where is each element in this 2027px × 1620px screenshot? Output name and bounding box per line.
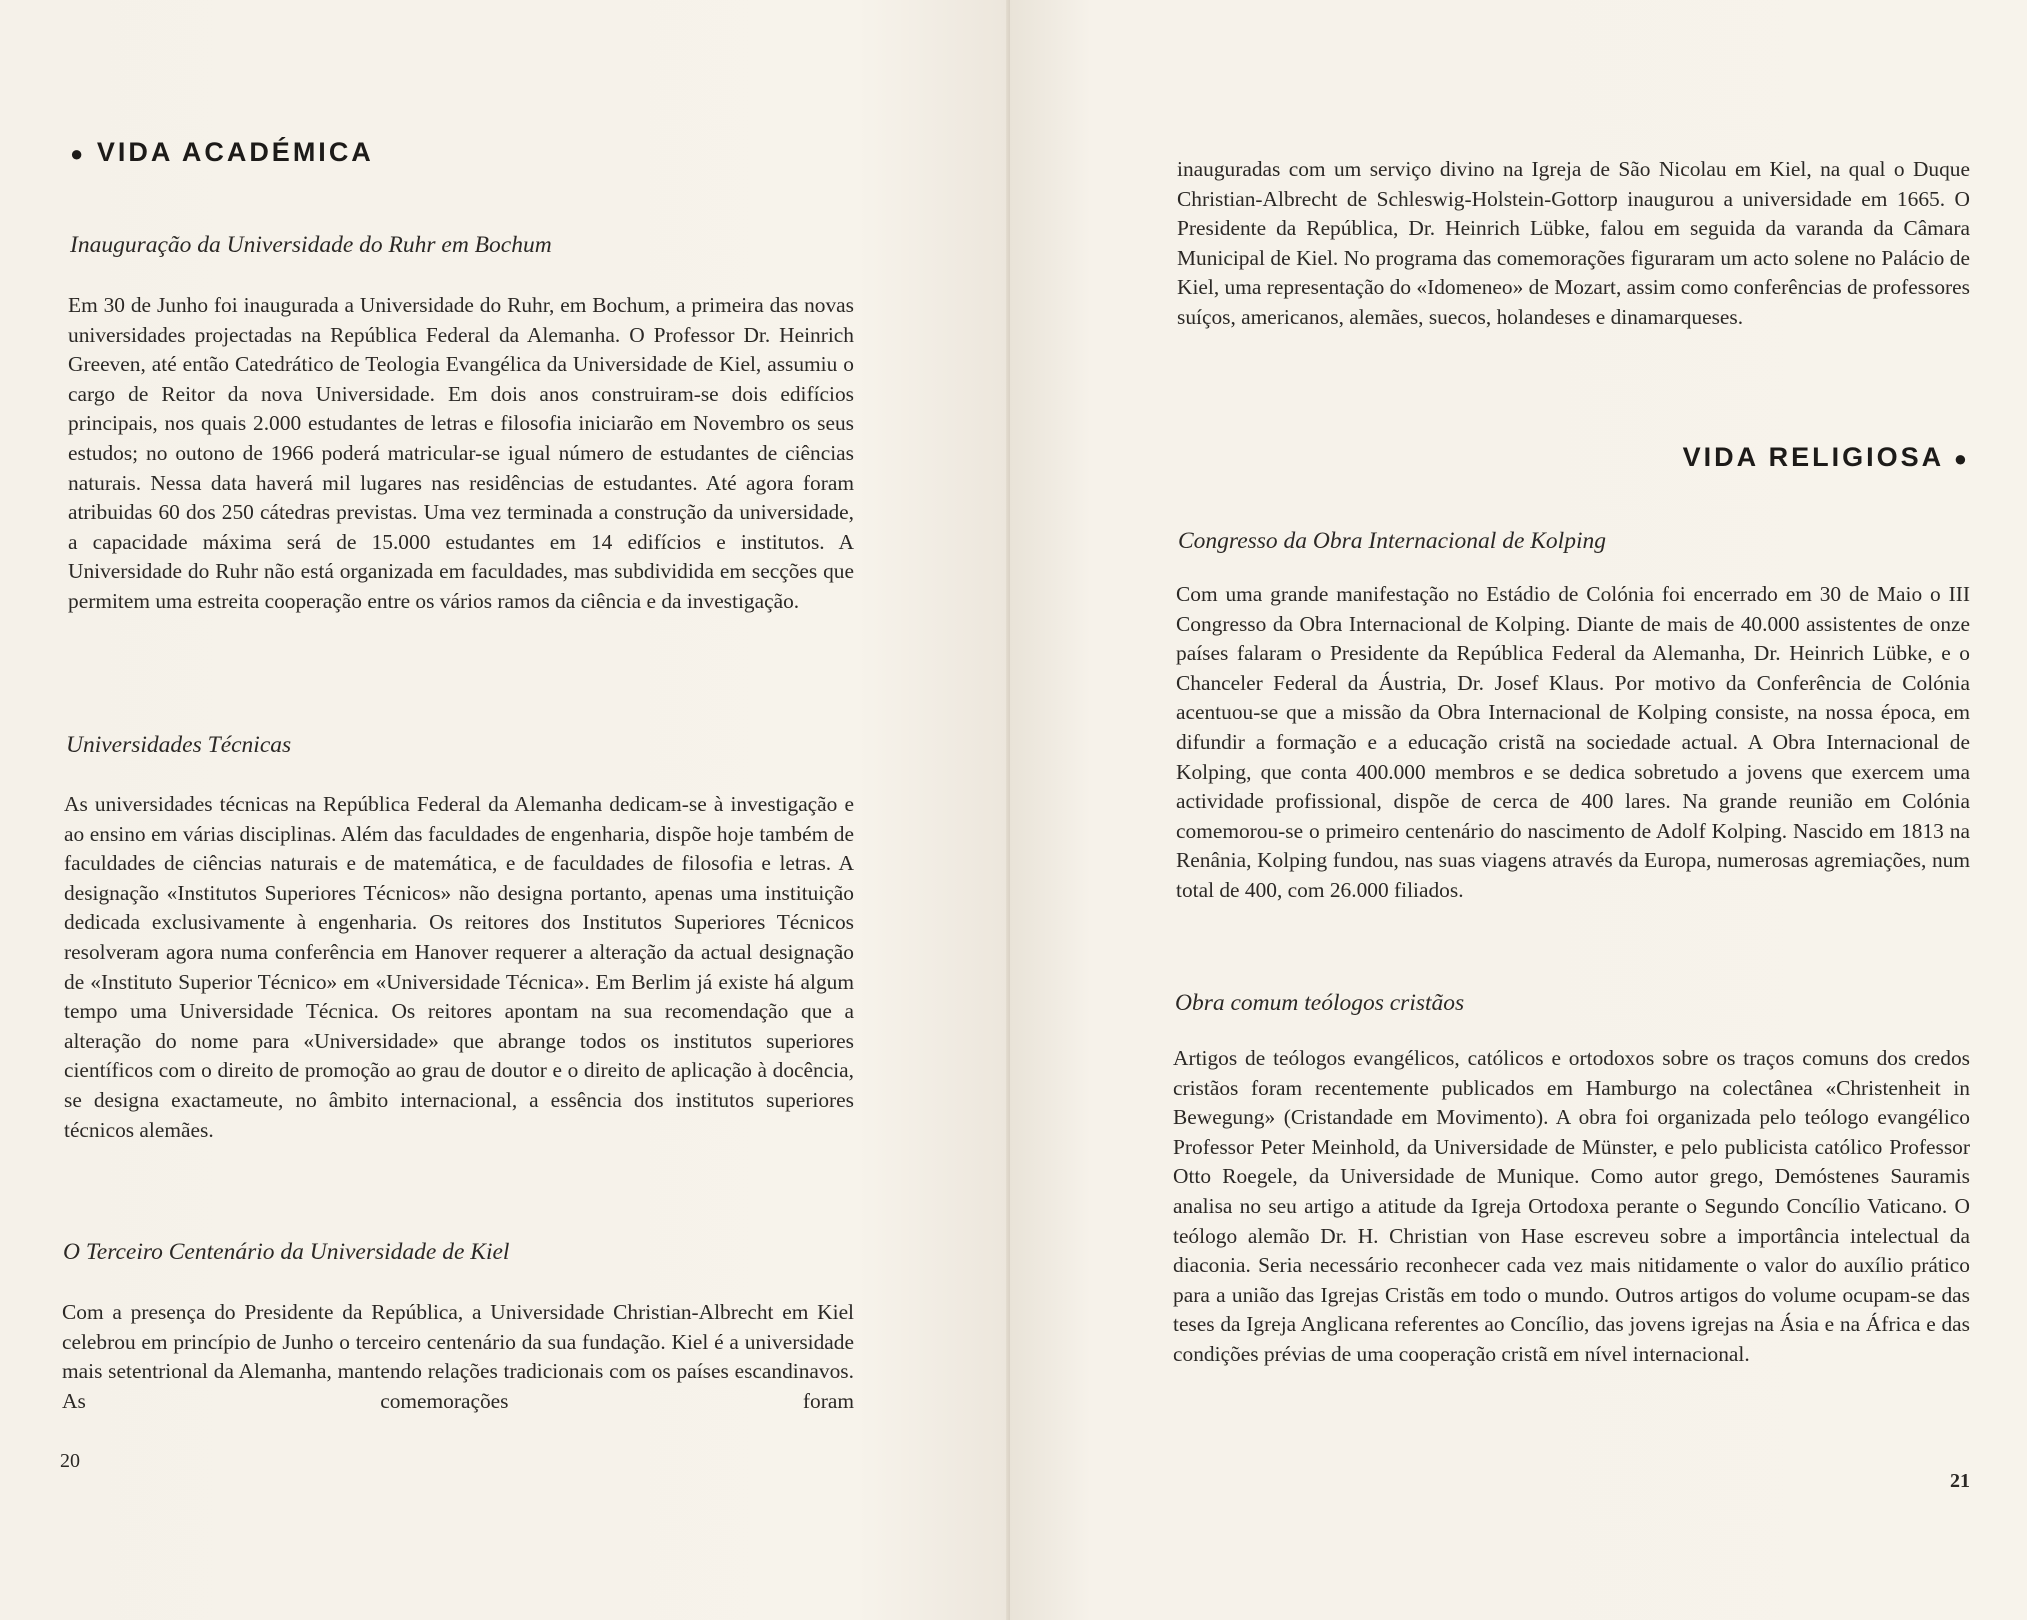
section-title-vida-academica bbox=[70, 137, 374, 168]
section-title-text: VIDA RELIGIOSA bbox=[1682, 442, 1944, 472]
section-title-vida-religiosa bbox=[1683, 442, 1970, 473]
section-bullet: ● bbox=[70, 141, 87, 166]
article-body-kolping: Com uma grande manifestação no Estádio de Colónia foi encerrado em 30 de Maio o III Congresso da Obra Internacional de Kolping. Diante de mais de 40.000 assistentes de onze países falaram o Presidente da República Federal da Alemanha, Dr. Heinrich Lübke, e o Chanceler Federal da Áustria, Dr. Josef Klaus. Por motivo da Conferência de Colónia acentuou-se que a missão da Obra Internacional de Kolping consiste, na nossa época, em difundir a formação e a educação cristã na sociedade actual. A Obra Internacional de Kolping, que conta 400.000 membros e se dedica sobretudo a jovens que exercem uma actividade profissional, dispõe de cerca de 400 lares. Na grande reunião em Colónia comemorou-se o primeiro centenário do nascimento de Adolf Kolping. Nascido em 1813 na Renânia, Kolping fundou, nas suas viagens através da Europa, numerosas agremiações, num total de 400, com 26.000 filiados. bbox=[1176, 582, 1970, 902]
article-body-universidades-tecnicas: As universidades técnicas na República Federal da Alemanha dedicam-se à investigação e ao ensino em várias disciplinas. Além das faculdades de engenharia, dispõe hoje também de faculdades de ciências naturais e de matemática, e de faculdades de filosofia e letras. A designação «Institutos Superiores Técnicos» não designa portanto, apenas uma instituição dedicada exclusivamente à engenharia. Os reitores dos Institutos Superiores Técnicos resolveram agora numa conferência em Hanover requerer a alteração da actual designação de «Instituto Superior Técnico» em «Universidade Técnica». Em Berlim já existe há algum tempo uma Universidade Técnica. Os reitores apontam na sua recomendação que a alteração do nome para «Universidade» que abrange todos os institutos superiores científicos com o direito de promoção ao grau de doutor e o direito de aplicação à docência, se designa exactameute, no âmbito internacional, a essência dos institutos superiores técnicos alemães. bbox=[64, 792, 854, 1142]
section-title-text: VIDA ACADÉMICA bbox=[96, 137, 374, 167]
section-bullet: ● bbox=[1953, 446, 1970, 471]
page-number-left: 20 bbox=[60, 1450, 80, 1472]
article-heading-teologos: Obra comum teólogos cristãos bbox=[1175, 990, 1465, 1016]
article-heading-ruhr: Inauguração da Universidade do Ruhr em Bochum bbox=[70, 232, 552, 258]
article-body-teologos: Artigos de teólogos evangélicos, católicos e ortodoxos sobre os traços comuns dos credos cristãos foram recentemente publicados em Hamburgo na colectânea «Christenheit in Bewegung» (Cristandade em Movimento). A obra foi organizada pelo teólogo evangélico Professor Peter Meinhold, da Universidade de Münster, e pelo publicista católico Professor Otto Roegele, da Universidade de Munique. Como autor grego, Demóstenes Sauramis analisa no seu artigo a atitude da Igreja Ortodoxa perante o Segundo Concílio Vaticano. O teólogo alemão Dr. H. Christian von Hase escreveu sobre a importância intelectual da diaconia. Seria necessário reconhecer cada vez mais nitidamente o valor do auxílio prático para a união das Igrejas Cristãs em todo o mundo. Outros artigos do volume ocupam-se das teses da Igreja Anglicana referentes ao Concílio, das jovens igrejas na Ásia e na África e das condições prévias de uma cooperação cristã em nível internacional. bbox=[1173, 1046, 1970, 1366]
article-body-kiel: Com a presença do Presidente da República, a Universidade Christian-Albrecht em Kiel celebrou em princípio de Junho o terceiro centenário da sua fundação. Kiel é a universidade mais setentrional da Alemanha, mantendo relações tradicionais com os países escandinavos. As comemorações foram bbox=[62, 1300, 854, 1413]
page-number-right: 21 bbox=[1950, 1470, 1970, 1492]
right-page bbox=[1010, 0, 2027, 1620]
article-heading-kiel: O Terceiro Centenário da Universidade de Kiel bbox=[63, 1239, 510, 1265]
article-heading-universidades-tecnicas: Universidades Técnicas bbox=[66, 732, 292, 758]
continuation-kiel: inauguradas com um serviço divino na Igreja de São Nicolau em Kiel, na qual o Duque Christian-Albrecht de Schleswig-Holstein-Gottorp inaugurou a universidade em 1665. O Presidente da República, Dr. Heinrich Lübke, falou em seguida da varanda da Câmara Municipal de Kiel. No programa das comemorações figuraram um acto solene no Palácio de Kiel, uma representação do «Idomeneo» de Mozart, assim como conferências de professores suíços, americanos, alemães, suecos, holandeses e dinamarqueses. bbox=[1177, 157, 1970, 329]
article-body-ruhr: Em 30 de Junho foi inaugurada a Universidade do Ruhr, em Bochum, a primeira das novas universidades projectadas na República Federal da Alemanha. O Professor Dr. Heinrich Greeven, até então Catedrático de Teologia Evangélica da Universidade de Kiel, assumiu o cargo de Reitor da nova Universidade. Em dois anos construiram-se dois edifícios principais, nos quais 2.000 estudantes de letras e filosofia iniciarão em Novembro os seus estudos; no outono de 1966 poderá matricular-se igual número de estudantes de ciências naturais. Nessa data haverá mil lugares nas residências de estudantes. Até agora foram atribuidas 60 dos 250 cátedras previstas. Uma vez terminada a construção da universidade, a capacidade máxima será de 15.000 estudantes em 14 edifícios e institutos. A Universidade do Ruhr não está organizada em faculdades, mas subdividida em secções que permitem uma estreita cooperação entre os vários ramos da ciência e da investigação. bbox=[68, 293, 854, 613]
article-heading-kolping: Congresso da Obra Internacional de Kolping bbox=[1178, 528, 1606, 554]
left-page bbox=[0, 0, 1010, 1620]
